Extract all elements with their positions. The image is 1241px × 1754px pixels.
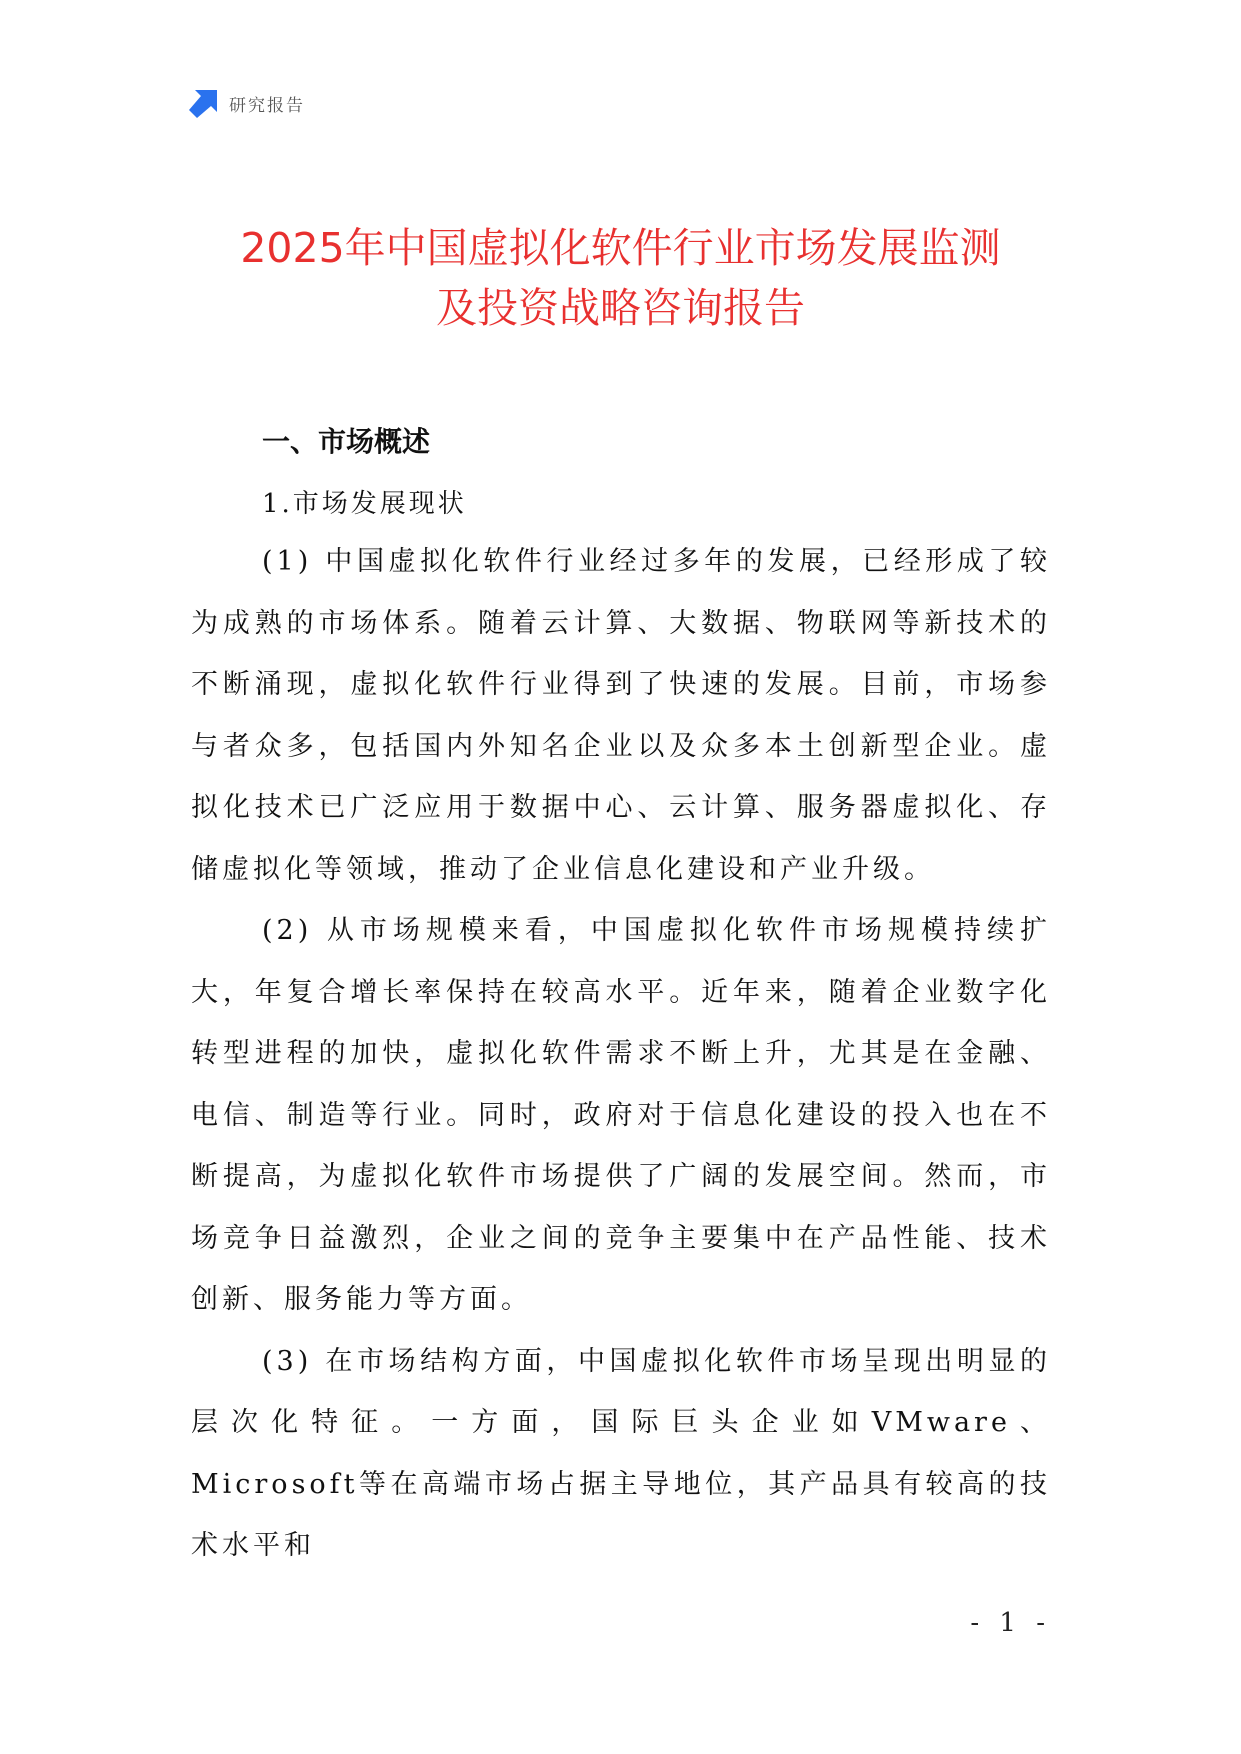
section-heading: 一、市场概述 xyxy=(262,425,431,458)
header-label: 研究报告 xyxy=(229,95,305,116)
report-title-line-1: 2025年中国虚拟化软件行业市场发展监测 xyxy=(240,224,1001,272)
paragraph-3: (3) 在市场结构方面，中国虚拟化软件市场呈现出明显的层次化特征。一方面，国际巨头企业如VMware、Microsoft等在高端市场占据主导地位，其产品具有较高的技术水平和 xyxy=(191,1345,1051,1561)
report-title-line-2: 及投资战略咨询报告 xyxy=(436,284,805,332)
paragraph-2: (2) 从市场规模来看，中国虚拟化软件市场规模持续扩大，年复合增长率保持在较高水平。近年来，随着企业数字化转型进程的加快，虚拟化软件需求不断上升，尤其是在金融、电信、制造等行业。同时，政府对于信息化建设的投入也在不断提高，为虚拟化软件市场提供了广阔的发展空间。然而，市场竞争日益激烈，企业之间的竞争主要集中在产品性能、技术创新、服务能力等方面。 xyxy=(191,915,1051,1315)
body-text xyxy=(191,531,1051,1577)
page-number: - 1 - xyxy=(970,1608,1051,1638)
report-header xyxy=(189,88,305,118)
paragraph-1: (1) 中国虚拟化软件行业经过多年的发展，已经形成了较为成熟的市场体系。随着云计算、大数据、物联网等新技术的不断涌现，虚拟化软件行业得到了快速的发展。目前，市场参与者众多，包括国内外知名企业以及众多本土创新型企业。虚拟化技术已广泛应用于数据中心、云计算、服务器虚拟化、存储虚拟化等领域，推动了企业信息化建设和产业升级。 xyxy=(191,546,1051,885)
arrow-up-right-icon xyxy=(189,88,219,118)
subsection-heading: 1.市场发展现状 xyxy=(262,489,467,519)
report-title xyxy=(150,218,1091,338)
